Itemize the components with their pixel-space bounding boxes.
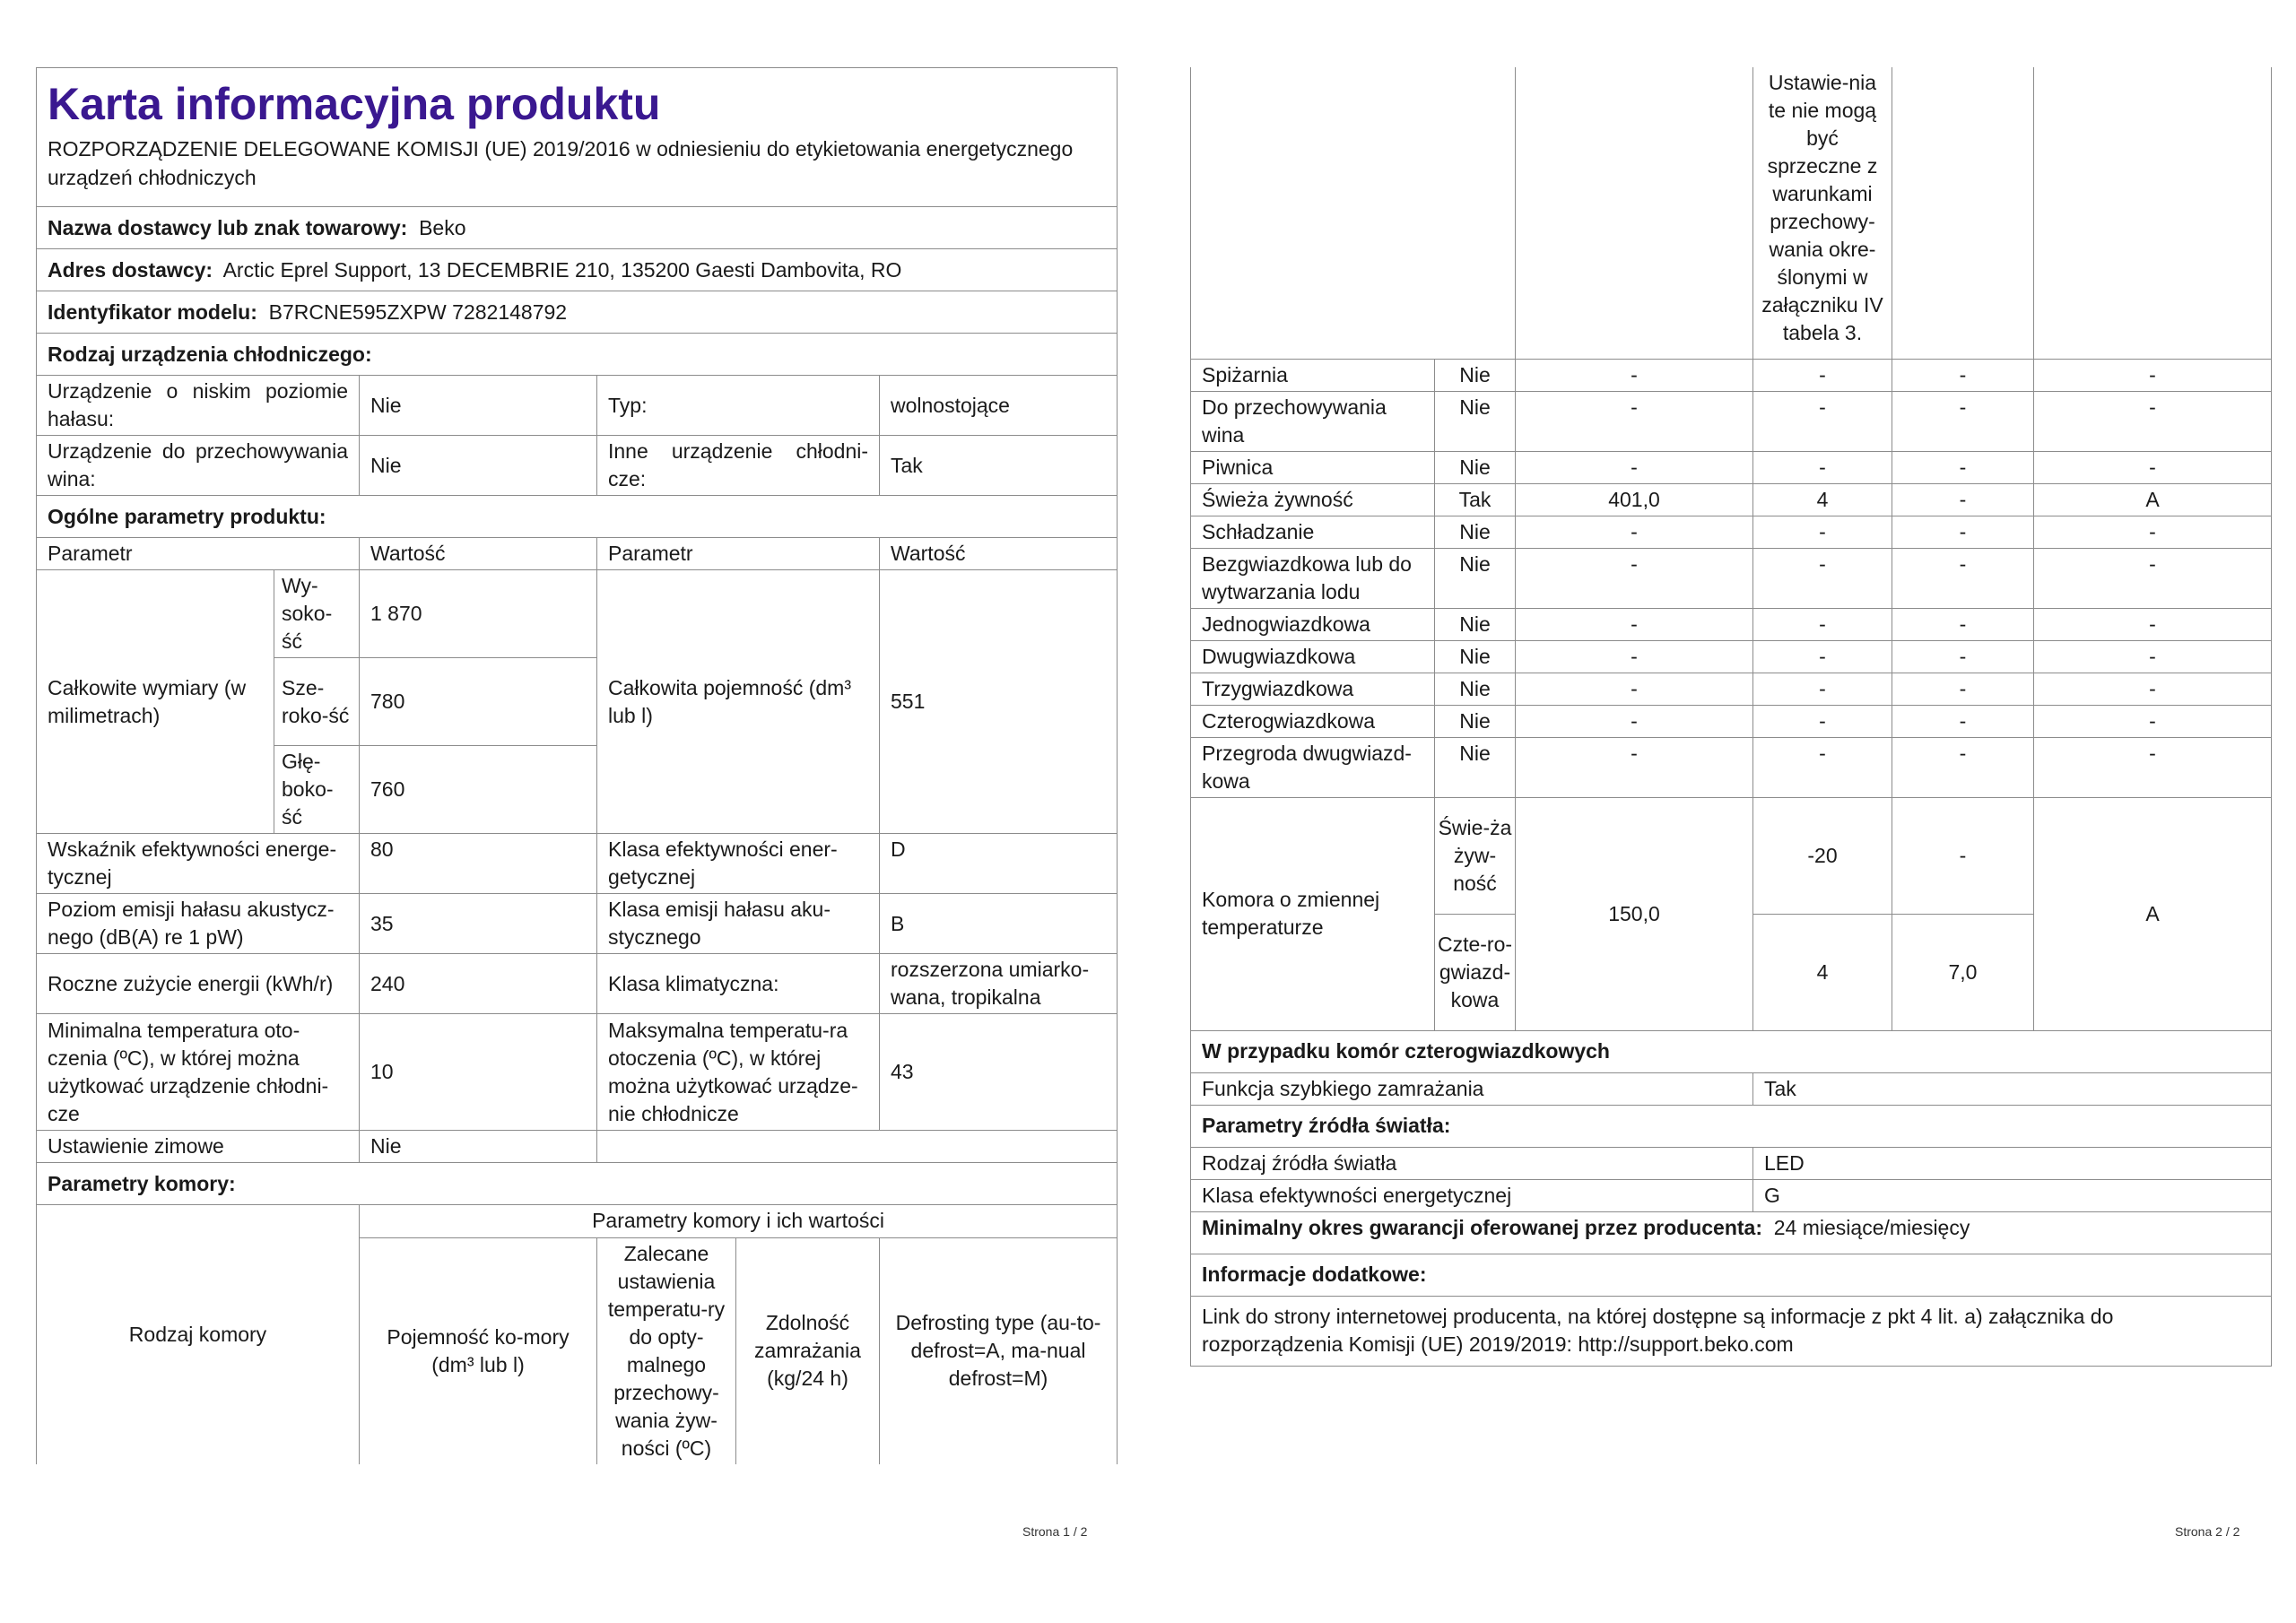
- chamber-temperature: -: [1753, 705, 1892, 737]
- chamber-present: Nie: [1435, 359, 1516, 391]
- param-value: B: [880, 894, 1118, 954]
- variable-subchamber-name: Czte-ro-gwiazd-kowa: [1435, 914, 1516, 1030]
- param-value: 240: [360, 954, 597, 1014]
- param-value: 43: [880, 1014, 1118, 1131]
- device-value: wolnostojące: [880, 376, 1118, 436]
- chamber-name: Schładzanie: [1191, 516, 1435, 548]
- quick-freeze-value: Tak: [1753, 1072, 2272, 1105]
- empty-cell: [1191, 67, 1516, 359]
- additional-text: Link do strony internetowej producenta, na której dostępne są informacje z pkt 4 lit. a) załącznika do rozporządzenia Komisji (UE) 2019/2019: http://support.beko.com: [1191, 1296, 2272, 1366]
- chamber-freezing: -: [1892, 608, 2034, 640]
- address-label: Adres dostawcy:: [48, 257, 213, 282]
- param-label: Maksymalna temperatu-ra otoczenia (ºC), w której można użytkować urządze-nie chłodnicze: [597, 1014, 880, 1131]
- chamber-capacity: -: [1516, 705, 1753, 737]
- chamber-defrost: A: [2034, 483, 2272, 516]
- chamber-table: [1190, 67, 2272, 1367]
- address-value: Arctic Eprel Support, 13 DECEMBRIE 210, 135200 Gaesti Dambovita, RO: [222, 257, 902, 282]
- chamber-present: Nie: [1435, 705, 1516, 737]
- chamber-name: Dwugwiazdkowa: [1191, 640, 1435, 673]
- chamber-defrost: -: [2034, 359, 2272, 391]
- device-label: Urządzenie do przechowywania wina:: [37, 436, 360, 496]
- chamber-group-header: Parametry komory i ich wartości: [360, 1205, 1118, 1237]
- column-header: Wartość: [360, 538, 597, 570]
- param-label: Wskaźnik efektywności energe-tycznej: [37, 834, 360, 894]
- variable-chamber-name: Komora o zmiennej temperaturze: [1191, 797, 1435, 1030]
- chamber-temperature: -: [1753, 608, 1892, 640]
- chamber-capacity: -: [1516, 737, 1753, 797]
- device-value: Nie: [360, 376, 597, 436]
- model-value: B7RCNE595ZXPW 7282148792: [268, 299, 568, 324]
- dimension-name: Wy-soko-ść: [274, 570, 360, 658]
- param-value: rozszerzona umiarko-wana, tropikalna: [880, 954, 1118, 1014]
- chamber-type-header: Rodzaj komory: [37, 1205, 360, 1464]
- chamber-temperature: -: [1753, 548, 1892, 608]
- variable-subchamber-name: Świe-ża żyw-ność: [1435, 797, 1516, 914]
- light-heading: Parametry źródła światła:: [1191, 1105, 2272, 1147]
- light-label: Rodzaj źródła światła: [1191, 1147, 1753, 1179]
- light-value: LED: [1753, 1147, 2272, 1179]
- empty-cell: [2034, 67, 2272, 359]
- variable-temperature: -20: [1753, 797, 1892, 914]
- additional-heading: Informacje dodatkowe:: [1191, 1254, 2272, 1296]
- capacity-header: Pojemność ko-mory (dm³ lub l): [360, 1237, 597, 1464]
- supplier-label: Nazwa dostawcy lub znak towarowy:: [48, 215, 408, 239]
- chamber-capacity: -: [1516, 608, 1753, 640]
- chamber-defrost: -: [2034, 737, 2272, 797]
- param-label: Klasa efektywności ener-getycznej: [597, 834, 880, 894]
- chamber-present: Nie: [1435, 737, 1516, 797]
- chamber-capacity: -: [1516, 451, 1753, 483]
- chamber-defrost: -: [2034, 516, 2272, 548]
- variable-defrost: A: [2034, 797, 2272, 1030]
- supplier-row: [37, 207, 1118, 249]
- page-1: [36, 67, 1117, 1464]
- param-label: Minimalna temperatura oto-czenia (ºC), w której można użytkować urządzenie chłodni-cze: [37, 1014, 360, 1131]
- winter-label: Ustawienie zimowe: [37, 1131, 360, 1163]
- chamber-temperature: -: [1753, 391, 1892, 451]
- chamber-temperature: -: [1753, 359, 1892, 391]
- chamber-defrost: -: [2034, 640, 2272, 673]
- chamber-capacity: -: [1516, 516, 1753, 548]
- chamber-name: Przegroda dwugwiazd-kowa: [1191, 737, 1435, 797]
- param-label: Klasa emisji hałasu aku-stycznego: [597, 894, 880, 954]
- chamber-defrost: -: [2034, 391, 2272, 451]
- chamber-present: Tak: [1435, 483, 1516, 516]
- chamber-present: Nie: [1435, 548, 1516, 608]
- param-label: Roczne zużycie energii (kWh/r): [37, 954, 360, 1014]
- warranty-label: Minimalny okres gwarancji oferowanej przez producenta:: [1202, 1215, 1762, 1239]
- empty-cell: [1516, 67, 1753, 359]
- chamber-capacity: -: [1516, 673, 1753, 705]
- chamber-present: Nie: [1435, 640, 1516, 673]
- capacity-label: Całkowita pojemność (dm³ lub l): [597, 570, 880, 834]
- chamber-name: Jednogwiazdkowa: [1191, 608, 1435, 640]
- empty-cell: [597, 1131, 1118, 1163]
- address-row: [37, 249, 1118, 291]
- empty-cell: [1892, 67, 2034, 359]
- chamber-heading: Parametry komory:: [37, 1163, 1118, 1205]
- chamber-freezing: -: [1892, 548, 2034, 608]
- model-label: Identyfikator modelu:: [48, 299, 257, 324]
- chamber-present: Nie: [1435, 391, 1516, 451]
- chamber-defrost: -: [2034, 705, 2272, 737]
- chamber-freezing: -: [1892, 673, 2034, 705]
- param-value: 10: [360, 1014, 597, 1131]
- param-label: Poziom emisji hałasu akustycz-nego (dB(A) re 1 pW): [37, 894, 360, 954]
- variable-temperature: 4: [1753, 914, 1892, 1030]
- chamber-temperature: -: [1753, 673, 1892, 705]
- freezing-header: Zdolność zamrażania (kg/24 h): [736, 1237, 880, 1464]
- device-value: Nie: [360, 436, 597, 496]
- light-label: Klasa efektywności energetycznej: [1191, 1179, 1753, 1211]
- warranty-value: 24 miesiące/miesięcy: [1773, 1215, 1970, 1239]
- column-header: Parametr: [37, 538, 360, 570]
- chamber-temperature: -: [1753, 640, 1892, 673]
- device-type-heading: Rodzaj urządzenia chłodniczego:: [37, 334, 1118, 376]
- quick-freeze-label: Funkcja szybkiego zamrażania: [1191, 1072, 1753, 1105]
- device-label: Urządzenie o niskim poziomie hałasu:: [37, 376, 360, 436]
- chamber-defrost: -: [2034, 451, 2272, 483]
- device-label: Typ:: [597, 376, 880, 436]
- four-star-heading: W przypadku komór czterogwiazdkowych: [1191, 1030, 2272, 1072]
- chamber-freezing: -: [1892, 483, 2034, 516]
- chamber-header-table: [36, 1205, 1118, 1464]
- chamber-present: Nie: [1435, 673, 1516, 705]
- chamber-freezing: -: [1892, 737, 2034, 797]
- chamber-capacity: -: [1516, 548, 1753, 608]
- chamber-present: Nie: [1435, 451, 1516, 483]
- device-value: Tak: [880, 436, 1118, 496]
- chamber-freezing: -: [1892, 359, 2034, 391]
- chamber-name: Do przechowywania wina: [1191, 391, 1435, 451]
- chamber-freezing: -: [1892, 705, 2034, 737]
- chamber-name: Świeża żywność: [1191, 483, 1435, 516]
- warranty-row: [1191, 1211, 2272, 1254]
- chamber-present: Nie: [1435, 516, 1516, 548]
- regulation-text: ROZPORZĄDZENIE DELEGOWANE KOMISJI (UE) 2019/2016 w odniesieniu do etykietowania energetycznego urządzeń chłodniczych: [48, 137, 1074, 189]
- dimension-value: 760: [360, 746, 597, 834]
- chamber-capacity: -: [1516, 391, 1753, 451]
- chamber-present: Nie: [1435, 608, 1516, 640]
- chamber-temperature: -: [1753, 737, 1892, 797]
- chamber-freezing: -: [1892, 451, 2034, 483]
- chamber-name: Piwnica: [1191, 451, 1435, 483]
- light-value: G: [1753, 1179, 2272, 1211]
- chamber-capacity: -: [1516, 640, 1753, 673]
- device-label: Inne urządzenie chłodni-cze:: [597, 436, 880, 496]
- chamber-freezing: -: [1892, 516, 2034, 548]
- chamber-temperature: -: [1753, 451, 1892, 483]
- chamber-temperature: -: [1753, 516, 1892, 548]
- page-title: Karta informacyjna produktu: [48, 79, 661, 129]
- variable-capacity: 150,0: [1516, 797, 1753, 1030]
- param-value: 35: [360, 894, 597, 954]
- model-row: [37, 291, 1118, 334]
- dimension-value: 1 870: [360, 570, 597, 658]
- chamber-temperature: 4: [1753, 483, 1892, 516]
- variable-freezing: -: [1892, 797, 2034, 914]
- chamber-name: Czterogwiazdkowa: [1191, 705, 1435, 737]
- chamber-freezing: -: [1892, 640, 2034, 673]
- temperature-header: Zalecane ustawienia temperatu-ry do opty-malnego przechowy-wania żyw-ności (ºC): [597, 1237, 736, 1464]
- header-cell: [37, 68, 1118, 207]
- capacity-value: 551: [880, 570, 1118, 834]
- variable-freezing: 7,0: [1892, 914, 2034, 1030]
- page-footer: Strona 1 / 2: [1022, 1524, 1088, 1539]
- supplier-value: Beko: [419, 215, 466, 239]
- chamber-defrost: -: [2034, 608, 2272, 640]
- dimension-name: Głę-boko-ść: [274, 746, 360, 834]
- param-label: Klasa klimatyczna:: [597, 954, 880, 1014]
- param-value: D: [880, 834, 1118, 894]
- chamber-name: Bezgwiazdkowa lub do wytwarzania lodu: [1191, 548, 1435, 608]
- winter-value: Nie: [360, 1131, 597, 1163]
- chamber-name: Spiżarnia: [1191, 359, 1435, 391]
- column-header: Parametr: [597, 538, 880, 570]
- column-header: Wartość: [880, 538, 1118, 570]
- temperature-note: Ustawie-nia te nie mogą być sprzeczne z warunkami przechowy-wania okre-ślonymi w załączniku IV tabela 3.: [1753, 67, 1892, 359]
- chamber-defrost: -: [2034, 548, 2272, 608]
- chamber-capacity: 401,0: [1516, 483, 1753, 516]
- chamber-capacity: -: [1516, 359, 1753, 391]
- chamber-name: Trzygwiazdkowa: [1191, 673, 1435, 705]
- chamber-defrost: -: [2034, 673, 2272, 705]
- chamber-freezing: -: [1892, 391, 2034, 451]
- param-value: 80: [360, 834, 597, 894]
- defrost-header: Defrosting type (au-to-defrost=A, ma-nual defrost=M): [880, 1237, 1118, 1464]
- page-footer: Strona 2 / 2: [2175, 1524, 2240, 1539]
- page-2: [1190, 67, 2271, 1367]
- dimensions-label: Całkowite wymiary (w milimetrach): [37, 570, 274, 834]
- dimension-value: 780: [360, 658, 597, 746]
- general-heading: Ogólne parametry produktu:: [37, 496, 1118, 538]
- product-info-table: [36, 67, 1118, 1205]
- dimension-name: Sze-roko-ść: [274, 658, 360, 746]
